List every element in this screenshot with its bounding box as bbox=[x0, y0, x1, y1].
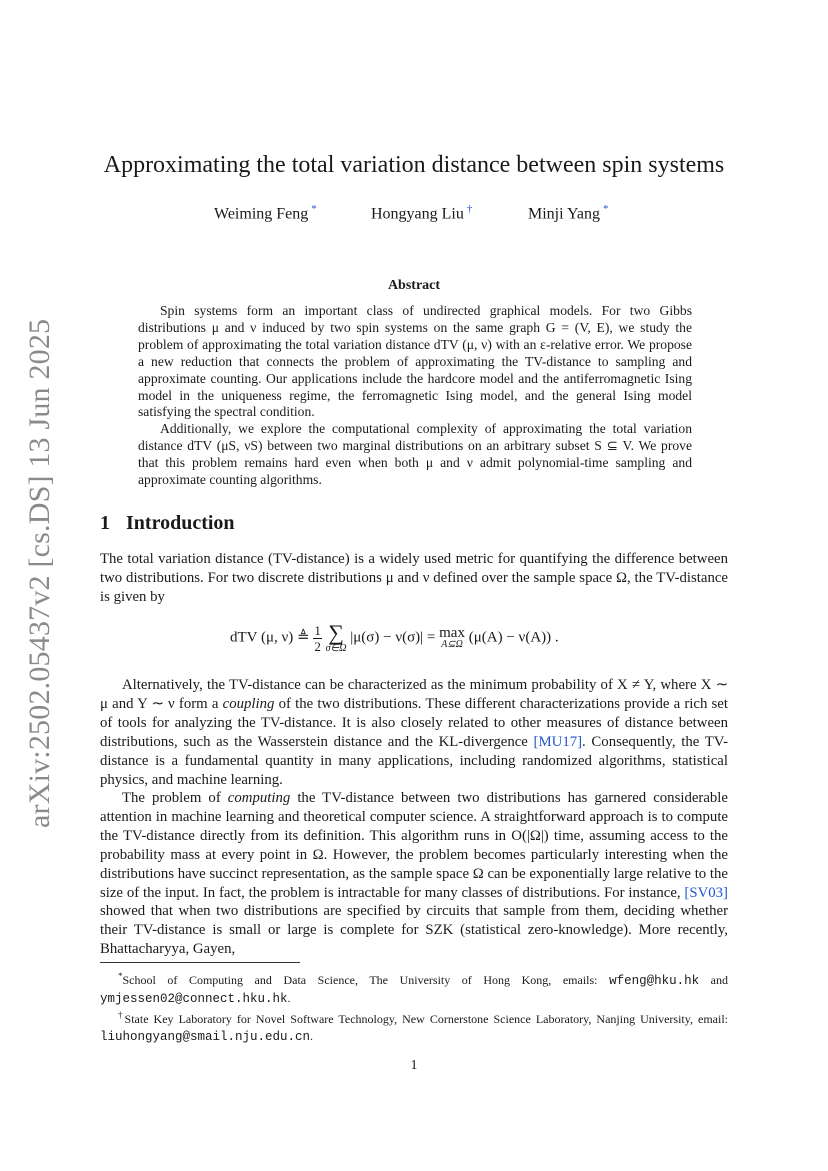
author-minji-yang bbox=[528, 203, 609, 223]
emphasis-computing: computing bbox=[227, 790, 291, 806]
section-number: 1 bbox=[100, 512, 110, 534]
author-name: Weiming Feng bbox=[214, 205, 309, 223]
section-heading-introduction bbox=[100, 512, 235, 535]
text-run: Alternatively, the TV-distance can be characterized as the minimum probability of X ≠ Y, where X ∼ μ and Y ∼ ν form a bbox=[100, 677, 728, 712]
fraction-one-half bbox=[313, 623, 322, 654]
section-title: Introduction bbox=[126, 512, 235, 534]
tv-distance-equation bbox=[0, 622, 828, 666]
footnote-divider bbox=[100, 962, 300, 963]
author-list bbox=[0, 203, 828, 225]
email-link[interactable]: ymjessen02@connect.hku.hk bbox=[100, 991, 288, 1006]
equation-content bbox=[230, 622, 559, 654]
citation-link-sv03[interactable]: [SV03] bbox=[684, 884, 728, 901]
footnote-mark: † bbox=[118, 1010, 125, 1020]
footnote-text: . bbox=[310, 1028, 314, 1043]
abstract-paragraph: Spin systems form an important class of undirected graphical models. For two Gibbs distributions μ and ν induced by two spin systems on the same graph G = (V, E), we study the problem of approximating the total variation distance dTV (μ, ν) with an ε-relative error. We propose a new reduction that connects the problem of approximating the TV-distance to sampling and approximate counting. Our applications include the hardcore model and the antiferromagnetic Ising model in the uniqueness regime, the ferromagnetic Ising model, and the general Ising model satisfying the spectral condition. bbox=[138, 303, 692, 420]
equation-lhs: dTV (μ, ν) ≜ bbox=[230, 629, 310, 646]
text-run: of the two distributions. These different characterizations provide a rich set of tools for analyzing the TV-distance. It is also closely related to other measures of distance between distributions, such as the Wasserstein distance and the KL-divergence bbox=[100, 695, 728, 750]
citation-link-mu17[interactable]: [MU17] bbox=[533, 733, 583, 750]
footnote-affiliation-hku bbox=[100, 968, 728, 1007]
author-hongyang-liu bbox=[371, 203, 472, 223]
paper-title: Approximating the total variation distance between spin systems bbox=[103, 152, 725, 178]
summation-operator bbox=[326, 622, 347, 654]
text-run: The problem of bbox=[122, 790, 228, 806]
max-operator bbox=[439, 626, 465, 650]
equation-middle: |μ(σ) − ν(σ)| = bbox=[350, 629, 436, 646]
max-label: max bbox=[439, 625, 465, 641]
email-link[interactable]: wfeng@hku.hk bbox=[609, 974, 700, 988]
page-number: 1 bbox=[410, 1058, 418, 1073]
sum-symbol: ∑ bbox=[328, 620, 344, 645]
equation-rhs: (μ(A) − ν(A)) . bbox=[468, 629, 559, 646]
email-link[interactable]: liuhongyang@smail.nju.edu.cn bbox=[100, 1029, 311, 1044]
footnote-text: and bbox=[699, 973, 729, 987]
footnote-affiliation-nju bbox=[100, 1007, 728, 1045]
abstract-paragraph: Additionally, we explore the computational complexity of approximating the total variation distance dTV (μS, νS) between two marginal distributions on an arbitrary subset S ⊆ V. We prove that this problem remains hard even when both μ and ν admit polynomial-time sampling and approximate counting algorithms. bbox=[138, 421, 692, 488]
paragraph-computing bbox=[100, 789, 728, 959]
footnote-mark: * bbox=[118, 971, 123, 981]
author-name: Minji Yang bbox=[528, 205, 601, 223]
abstract-heading: Abstract bbox=[387, 278, 441, 293]
max-subscript: A⊆Ω bbox=[441, 639, 463, 650]
emphasis-coupling: coupling bbox=[222, 695, 275, 712]
text-run: showed that when two distributions are specified by circuits that sample from them, deciding whether their TV-distance is small or large is complete for SZK (statistical zero-knowledge). More recently, Bhattacharyya, Gayen, bbox=[100, 903, 728, 958]
footnotes bbox=[100, 968, 728, 1045]
fraction-numerator: 1 bbox=[314, 622, 321, 638]
footnote-text: State Key Laboratory for Novel Software Technology, New Cornerstone Science Laboratory, Nanjing University, email: bbox=[124, 1012, 728, 1026]
intro-paragraph: The total variation distance (TV-distance) is a widely used metric for quantifying the difference between two distributions. For two discrete distributions μ and ν defined over the sample space Ω, the TV-distance is given by bbox=[100, 551, 728, 605]
author-affiliation-link[interactable]: * bbox=[603, 203, 609, 215]
footnote-text: School of Computing and Data Science, The University of Hong Kong, emails: bbox=[122, 973, 610, 987]
author-weiming-feng bbox=[214, 203, 317, 223]
author-affiliation-link[interactable]: † bbox=[466, 203, 473, 215]
footnote-text: . bbox=[287, 990, 291, 1005]
sum-subscript: σ∈Ω bbox=[325, 643, 347, 654]
fraction-denominator: 2 bbox=[314, 638, 321, 654]
author-affiliation-link[interactable]: * bbox=[311, 203, 317, 215]
paragraph-coupling bbox=[100, 676, 728, 789]
text-run: the TV-distance between two distributions has garnered considerable attention in machine learning and theoretical computer science. A straightforward approach is to compute the TV-distance directly from its definition. This algorithm runs in O(|Ω|) time, assuming access to the probability mass at every point in Ω. However, the problem becomes particularly interesting when the distributions have succinct representation, as the sample space Ω can be exponentially large relative to the size of the input. In fact, the problem is intractable for many classes of distributions. For instance, bbox=[100, 790, 728, 901]
author-name: Hongyang Liu bbox=[371, 205, 464, 223]
abstract-body bbox=[138, 303, 692, 489]
arxiv-identifier-stamp[interactable]: arXiv:2502.05437v2 [cs.DS] 13 Jun 2025 bbox=[23, 318, 56, 828]
text-run: . Consequently, the TV-distance is a fundamental quantity in many applications, including randomized algorithms, statistical physics, and machine learning. bbox=[100, 733, 728, 788]
